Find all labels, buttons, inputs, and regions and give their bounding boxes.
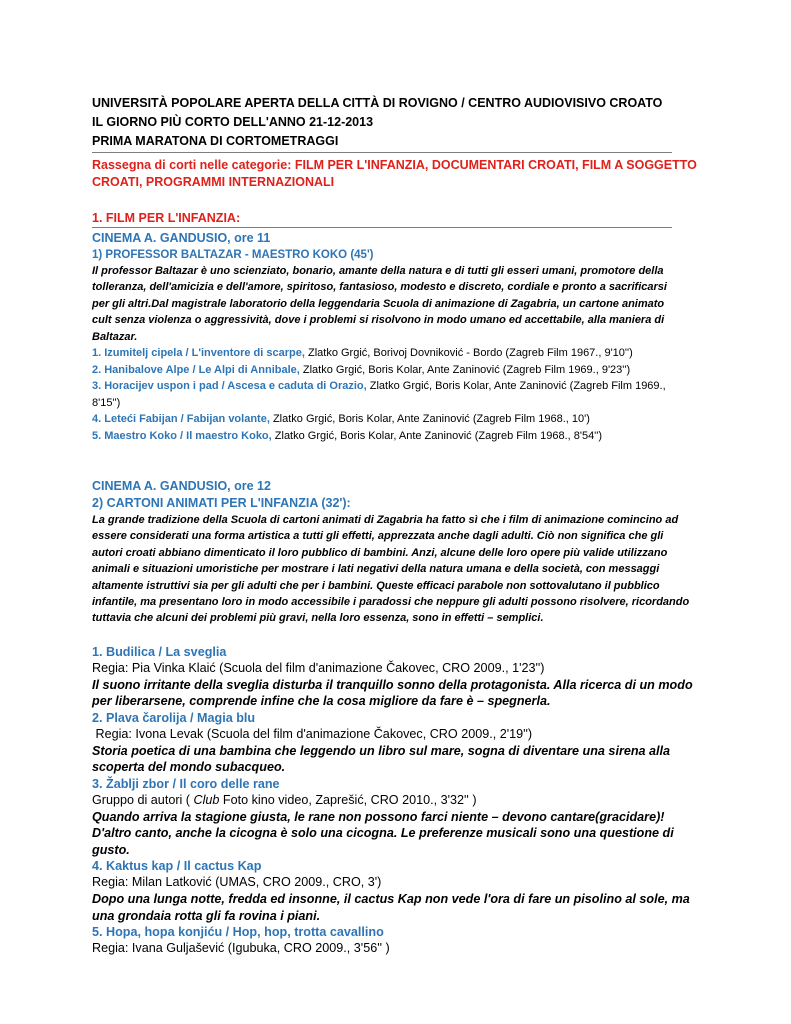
film-desc: Il suono irritante della sveglia disturba il tranquillo sonno della protagonista. Alla ricerca di un modo [92,677,693,692]
film-info-cont: 8'15'') [92,396,121,409]
film-info: Zlatko Grgić, Boris Kolar, Ante Zaninović (Zagreb Film 1968., 8'54'') [271,429,603,442]
header-line-1: UNIVERSITÀ POPOLARE APERTA DELLA CITTÀ DI ROVIGNO / CENTRO AUDIOVISIVO CROATO [92,96,663,110]
film-title: 1. Izumitelj cipela / L'inventore di scarpe [92,347,302,360]
desc-line: infantile, ma presentano loro in modo accessibile i paradossi che neppure gli adulti possono risolvere, ricordando [92,596,690,609]
regia-suffix: Foto kino video, Zaprešić, CRO 2010., 3'32'' ) [219,792,477,807]
film-title: 3. Horacijev uspon i pad / Ascesa e caduta di Orazio [92,380,364,393]
desc-line: altamente istruttivi sia per gli adulti che per i bambini. Queste efficaci parabole non sottovalutano il pubblico [92,579,660,592]
film-regia: Regia: Ivona Levak (Scuola del film d'animazione Čakovec, CRO 2009., 2'19'') [92,726,533,741]
section-2-cinema: CINEMA A. GANDUSIO, ore 12 [92,479,271,494]
film-regia: Regia: Ivana Guljašević (Igubuka, CRO 2009., 3'56'' ) [92,941,390,956]
film-list-2 [92,644,693,957]
section-1 [92,210,672,444]
film-title: 5. Hopa, hopa konjiću / Hop, hop, trotta cavallino [92,925,384,940]
desc-line: Baltazar. [92,330,138,343]
film-desc: gusto. [92,842,130,857]
intro-line-2: CROATI, PROGRAMMI INTERNAZIONALI [92,175,335,189]
film-desc: D'altro canto, anche la cicogna è solo una cicogna. Le preferenze musicali sono una questione di [92,826,674,841]
film-desc: Storia poetica di una bambina che leggendo un libro sul mare, sogna di diventare una sirena alla [92,743,671,758]
section-1-description [92,263,672,345]
film-info: Zlatko Grgić, Boris Kolar, Ante Zaninović (Zagreb Film 1968., 10') [269,413,590,426]
list-item [92,428,672,445]
header-line-3: PRIMA MARATONA DI CORTOMETRAGGI [92,134,339,148]
film-title: 5. Maestro Koko / Il maestro Koko, [92,429,272,442]
film-list-1 [92,345,672,444]
film-regia: Regia: Pia Vinka Klaić (Scuola del film d'animazione Čakovec, CRO 2009., 1'23'') [92,660,545,675]
desc-line: La grande tradizione della Scuola di cartoni animati di Zagabria ha fatto sì che i film di animazione comincino ad [92,514,679,527]
desc-line: autori croati abbiano dimenticato il loro pubblico di bambini. Anzi, alcune delle loro opere più valide utilizzano [92,546,668,559]
list-item [92,378,672,411]
film-title: 4. Kaktus kap / Il cactus Kap [92,859,262,874]
section-2-description [92,512,690,627]
list-item [92,345,672,362]
film-desc: scoperta del mondo subacqueo. [92,760,286,775]
film-title-sep: , [301,347,305,360]
desc-line: per gli altri.Dal magistrale laboratorio della leggendaria Scuola di animazione di Zagabria, un cartone animato [92,297,665,310]
desc-line: tuttavia che alcuni dei problemi più gravi, nella loro essenza, sono in effetti – semplici. [92,612,544,625]
film-title: 3. Žablji zbor / Il coro delle rane [92,776,280,791]
film-info: Zlatko Grgić, Borivoj Dovniković - Bordo (Zagreb Film 1967., 9'10'') [304,347,633,360]
film-title: 4. Leteći Fabijan / Fabijan volante [92,413,267,426]
list-item [92,411,672,428]
desc-line: essere considerati una forma artistica a tutti gli effetti, apprezzata anche dagli adulti. Ciò non significa che gli [92,530,664,543]
film-title-sep: , [363,380,367,393]
film-desc: per liberarsene, comprende infine che la cosa migliore da fare è – spegnerla. [92,694,551,709]
film-title-sep: , [296,363,300,376]
regia-prefix: Gruppo di autori ( [92,792,194,807]
film-regia: Regia: Milan Latković (UMAS, CRO 2009., CRO, 3') [92,875,382,890]
section-2 [92,478,693,957]
intro [92,157,697,191]
intro-line-1: Rassegna di corti nelle categorie: FILM PER L'INFANZIA, DOCUMENTARI CROATI, FILM A SOGGETTO [92,158,697,172]
film-regia [92,793,672,809]
desc-line: animali e situazioni umoristiche per mostrare i lati negativi della natura umana e della società, con messaggi [92,563,660,576]
section-2-program: 2) CARTONI ANIMATI PER L'INFANZIA (32'): [92,496,351,511]
film-title: 2. Hanibalove Alpe / Le Alpi di Annibale [92,363,297,376]
film-desc: una grondaia rotta gli fa rovina i piani. [92,908,321,923]
section-1-program: 1) PROFESSOR BALTAZAR - MAESTRO KOKO (45') [92,249,374,261]
film-title: 2. Plava čarolija / Magia blu [92,710,256,725]
film-info: Zlatko Grgić, Boris Kolar, Ante Zaninović (Zagreb Film 1969., 9'23'') [299,363,631,376]
film-title-sep: , [266,413,270,426]
document-page [92,94,697,957]
desc-line: Il professor Baltazar è uno scienziato, bonario, amante della natura e di tutti gli esseri umani, promotore della [92,265,664,277]
list-item [92,362,672,379]
desc-line: cult senza violenza o aggressività, dove i problemi si risolvono in modo umano ed accettabile, alla maniera di [92,314,665,327]
section-1-cinema: CINEMA A. GANDUSIO, ore 11 [92,231,271,245]
header-rule [92,152,672,153]
section-1-title: 1. FILM PER L'INFANZIA: [92,211,241,225]
film-desc: Dopo una lunga notte, fredda ed insonne, il cactus Kap non vede l'ora di fare un pisolino al sole, ma [92,892,690,907]
film-info: Zlatko Grgić, Boris Kolar, Ante Zaninović (Zagreb Film 1969., [366,380,666,393]
desc-line: tolleranza, dell'amicizia e dell'amore, spiritoso, fantasioso, modesto e discreto, cordiale e pronto a sacrificarsi [92,281,667,294]
film-title: 1. Budilica / La sveglia [92,644,227,659]
section-1-rule [92,227,672,228]
film-desc: Quando arriva la stagione giusta, le rane non possono farci niente – devono cantare(gracidare)! [92,809,665,824]
regia-club: Club [193,792,220,807]
header-line-2: IL GIORNO PIÙ CORTO DELL'ANNO 21-12-2013 [92,115,374,129]
